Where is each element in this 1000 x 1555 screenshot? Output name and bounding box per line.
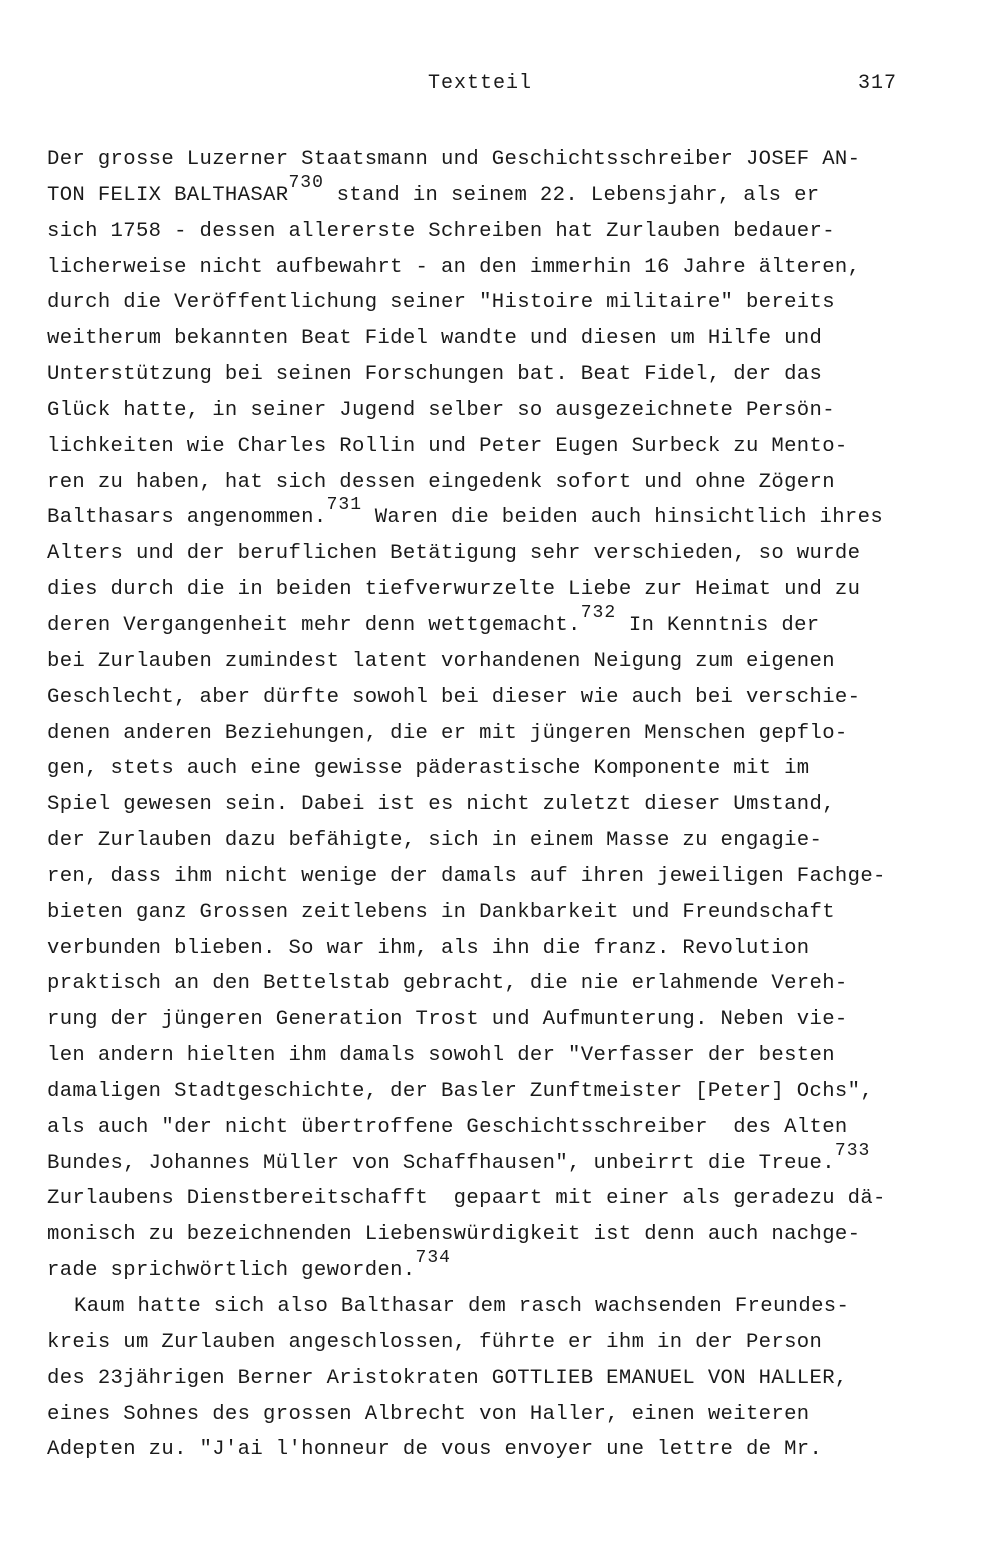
text-line [47,644,967,680]
text-line [47,285,967,321]
text-line [47,602,967,644]
line-text: Alters und der beruflichen Betätigung sehr verschieden, so wurde [47,542,861,566]
line-text: deren Vergangenheit mehr denn wettgemacht. [47,613,581,637]
text-line [47,357,967,393]
line-text: ren zu haben, hat sich dessen eingedenk sofort und ohne Zögern [47,470,835,494]
line-text: weitherum bekannten Beat Fidel wandte und diesen um Hilfe und [47,327,823,351]
footnote-marker: 733 [834,1140,871,1161]
line-text: damaligen Stadtgeschichte, der Basler Zunftmeister [Peter] Ochs", [47,1079,874,1103]
line-text: des 23jährigen Berner Aristokraten GOTTLIEB EMANUEL VON HALLER, [47,1366,848,1390]
text-line [47,250,967,286]
line-text: rade sprichwörtlich geworden. [47,1259,416,1283]
text-line [47,895,967,931]
line-text: Adepten zu. "J'ai l'honneur de vous envoyer une lettre de Mr. [47,1438,823,1462]
body-text [47,142,967,1468]
text-line [47,859,967,895]
text-line [47,1002,967,1038]
footnote-marker: 731 [326,495,362,516]
text-line [47,716,967,752]
line-text: Glück hatte, in seiner Jugend selber so ausgezeichnete Persön- [47,398,835,422]
line-text: verbunden blieben. So war ihm, als ihn die franz. Revolution [47,936,810,960]
text-line [47,1289,967,1325]
running-header: Textteil [427,72,532,95]
text-line [47,1140,967,1182]
line-text: Bundes, Johannes Müller von Schaffhausen", unbeirrt die Treue. [47,1151,835,1175]
text-line [47,1361,967,1397]
line-text: rung der jüngeren Generation Trost und Aufmunterung. Neben vie- [47,1008,848,1032]
line-text: der Zurlauben dazu befähigte, sich in einem Masse zu engagie- [47,829,823,853]
text-line [47,321,967,357]
text-line [47,172,967,214]
line-text: Unterstützung bei seinen Forschungen bat. Beat Fidel, der das [47,363,823,387]
text-line [47,393,967,429]
text-line [47,1074,967,1110]
line-text: als auch "der nicht übertroffene Geschichtsschreiber des Alten [47,1115,848,1139]
text-line [47,1248,967,1289]
line-text: Geschlecht, aber dürfte sowohl bei dieser wie auch bei verschie- [47,685,861,709]
line-text: sich 1758 - dessen allererste Schreiben hat Zurlauben bedauer- [47,219,835,243]
line-text: lichkeiten wie Charles Rollin und Peter Eugen Surbeck zu Mento- [47,434,848,458]
line-text: ren, dass ihm nicht wenige der damals auf ihren jeweiligen Fachge- [47,864,886,888]
footnote-marker: 732 [580,602,617,623]
line-text: kreis um Zurlauben angeschlossen, führte er ihm in der Person [47,1330,823,1354]
line-text-continued: Waren die beiden auch hinsichtlich ihres [362,506,884,530]
footnote-marker: 730 [288,172,324,193]
line-text: monisch zu bezeichnenden Liebenswürdigkeit ist denn auch nachge- [47,1223,861,1247]
line-text: len andern hielten ihm damals sowohl der "Verfasser der besten [47,1044,835,1068]
line-text: durch die Veröffentlichung seiner "Histoire militaire" bereits [47,291,835,315]
page-number: 317 [858,72,898,95]
text-line [47,1038,967,1074]
line-text: eines Sohnes des grossen Albrecht von Haller, einen weiteren [47,1402,810,1426]
line-text-continued: In Kenntnis der [616,613,820,637]
text-line [47,751,967,787]
text-line [47,214,967,250]
line-text: bieten ganz Grossen zeitlebens in Dankbarkeit und Freundschaft [47,900,835,924]
text-line [47,1110,967,1146]
text-line [47,572,967,608]
text-line [47,465,967,501]
line-text: Kaum hatte sich also Balthasar dem rasch wachsenden Freundes- [74,1295,850,1318]
text-line [47,931,967,967]
line-text: gen, stets auch eine gewisse päderastische Komponente mit im [47,757,810,781]
text-line [47,1181,967,1217]
line-text: licherweise nicht aufbewahrt - an den immerhin 16 Jahre älteren, [47,255,861,279]
line-text: Zurlaubens Dienstbereitschafft gepaart mit einer als geradezu dä- [47,1187,886,1211]
footnote-marker: 734 [415,1248,451,1269]
line-text: praktisch an den Bettelstab gebracht, die nie erlahmende Vereh- [47,972,848,996]
text-line [47,966,967,1002]
text-line [47,536,967,572]
text-line [47,787,967,823]
line-text: Spiel gewesen sein. Dabei ist es nicht zuletzt dieser Umstand, [47,793,835,817]
text-line [47,1325,967,1361]
line-text: denen anderen Beziehungen, die er mit jüngeren Menschen gepflo- [47,721,848,745]
line-text: bei Zurlauben zumindest latent vorhandenen Neigung zum eigenen [47,649,835,673]
text-line [47,823,967,859]
text-line [47,1397,967,1433]
text-line [47,142,967,178]
line-text: TON FELIX BALTHASAR [47,183,289,207]
text-line [47,1432,967,1468]
line-text: dies durch die in beiden tiefverwurzelte Liebe zur Heimat und zu [47,578,861,602]
text-line [47,1217,967,1253]
text-line [47,680,967,716]
text-line [47,429,967,465]
line-text: Balthasars angenommen. [47,506,327,530]
line-text-continued: stand in seinem 22. Lebensjahr, als er [323,183,820,207]
line-text: Der grosse Luzerner Staatsmann und Geschichtsschreiber JOSEF AN- [47,148,861,171]
text-line [47,495,967,536]
